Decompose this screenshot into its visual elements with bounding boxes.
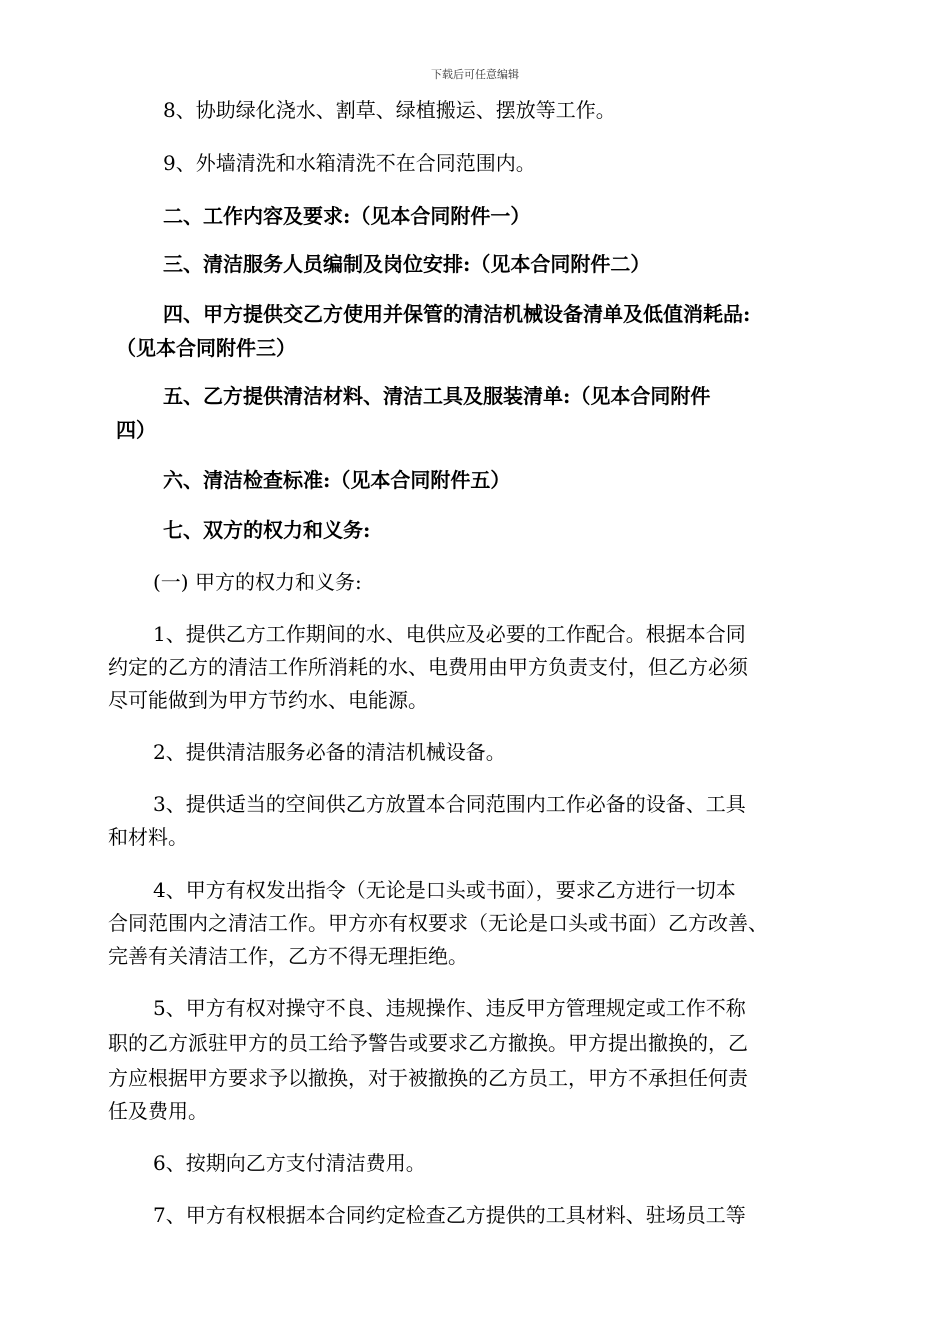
item-5-line-2: 职的乙方派驻甲方的员工给予警告或要求乙方撤换。甲方提出撤换的，乙 <box>108 1031 748 1055</box>
item-5-line-1: 5、甲方有权对操守不良、违规操作、违反甲方管理规定或工作不称 <box>153 996 746 1020</box>
section-6-heading: 六、清洁检查标准:（见本合同附件五） <box>163 468 511 492</box>
item-3-line-2: 和材料。 <box>108 825 188 849</box>
section-2-heading: 二、工作内容及要求:（见本合同附件一） <box>163 204 531 228</box>
clause-9: 9、外墙清洗和水箱清洗不在合同范围内。 <box>163 151 536 175</box>
clause-8: 8、协助绿化浇水、割草、绿植搬运、摆放等工作。 <box>163 98 616 122</box>
section-4-heading-cont: （见本合同附件三） <box>116 336 296 360</box>
section-7-heading: 七、双方的权力和义务: <box>163 518 371 542</box>
section-5-heading: 五、乙方提供清洁材料、清洁工具及服装清单:（见本合同附件 <box>163 384 711 408</box>
item-4-line-3: 完善有关清洁工作，乙方不得无理拒绝。 <box>108 944 468 968</box>
section-4-heading: 四、甲方提供交乙方使用并保管的清洁机械设备清单及低值消耗品: <box>163 302 751 326</box>
item-5-line-4: 任及费用。 <box>108 1099 208 1123</box>
section-3-heading: 三、清洁服务人员编制及岗位安排:（见本合同附件二） <box>163 252 651 276</box>
item-1-line-2: 约定的乙方的清洁工作所消耗的水、电费用由甲方负责支付，但乙方必须 <box>108 655 748 679</box>
section-5-heading-cont: 四） <box>116 418 156 442</box>
page-header-note: 下载后可任意编辑 <box>431 68 519 81</box>
item-4-line-1: 4、甲方有权发出指令（无论是口头或书面），要求乙方进行一切本 <box>153 878 736 902</box>
item-6: 6、按期向乙方支付清洁费用。 <box>153 1151 426 1175</box>
item-2: 2、提供清洁服务必备的清洁机械设备。 <box>153 740 506 764</box>
item-1-line-1: 1、提供乙方工作期间的水、电供应及必要的工作配合。根据本合同 <box>153 622 746 646</box>
item-4-line-2: 合同范围内之清洁工作。甲方亦有权要求（无论是口头或书面）乙方改善、 <box>108 911 768 935</box>
item-5-line-3: 方应根据甲方要求予以撤换，对于被撤换的乙方员工，甲方不承担任何责 <box>108 1066 748 1090</box>
item-7-line-1: 7、甲方有权根据本合同约定检查乙方提供的工具材料、驻场员工等 <box>153 1203 746 1227</box>
item-3-line-1: 3、提供适当的空间供乙方放置本合同范围内工作必备的设备、工具 <box>153 792 746 816</box>
subsection-party-a: (一) 甲方的权力和义务: <box>153 570 362 594</box>
item-1-line-3: 尽可能做到为甲方节约水、电能源。 <box>108 688 428 712</box>
